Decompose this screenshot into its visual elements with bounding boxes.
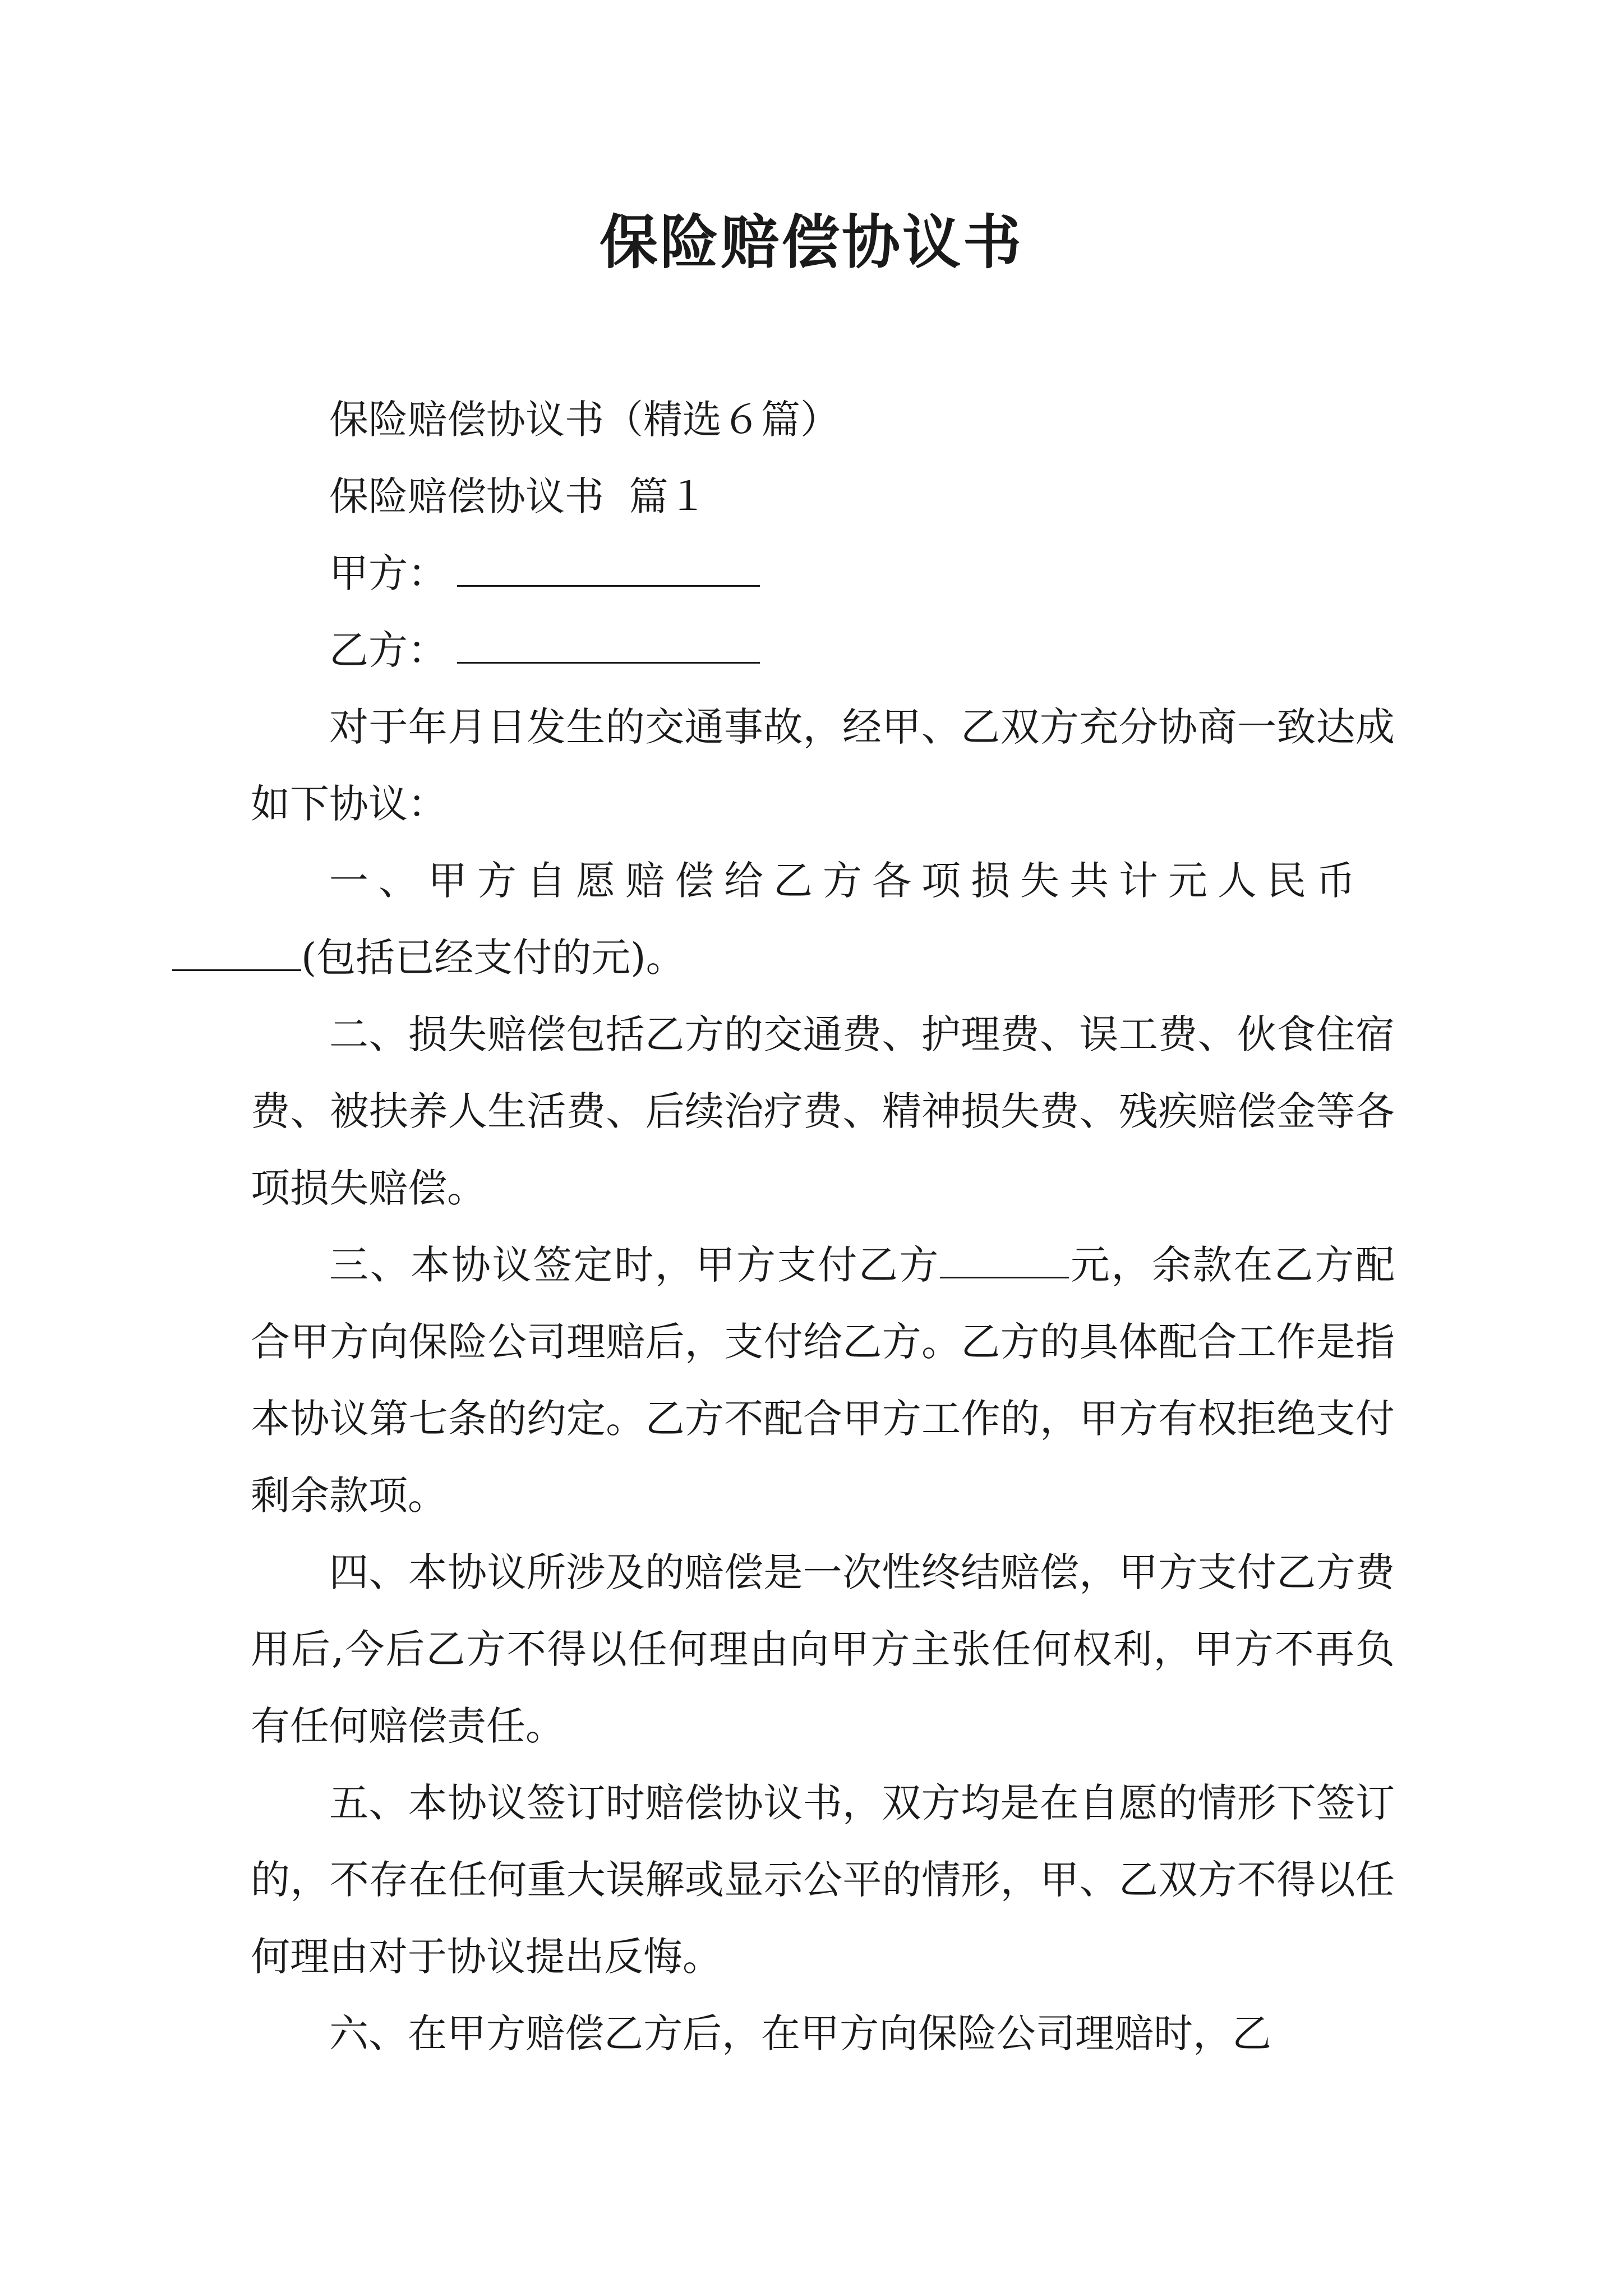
- clause-1-blank: [172, 938, 301, 971]
- clause-6: 六、在甲方赔偿乙方后，在甲方向保险公司理赔时，乙: [329, 2010, 1271, 2056]
- subtitle: 保险赔偿协议书（精选６篇）: [329, 397, 840, 443]
- party-b-blank: [457, 631, 760, 664]
- party-a-blank: [457, 554, 760, 587]
- clause-2: 二、损失赔偿包括乙方的交通费、护理费、误工费、伙食住宿费、被扶养人生活费、后续治疗费、精神损失费、残疾赔偿金等各项损失赔偿。: [251, 1011, 1395, 1211]
- document-body: [251, 381, 1395, 2072]
- clause-4: 四、本协议所涉及的赔偿是一次性终结赔偿，甲方支付乙方费用后,今后乙方不得以任何理由向甲方主张任何权利，甲方不再负有任何赔偿责任。: [251, 1549, 1395, 1749]
- party-b-label: 乙方：: [329, 627, 447, 673]
- intro-paragraph: 对于年月日发生的交通事故，经甲、乙双方充分协商一致达成如下协议：: [251, 704, 1395, 827]
- chapter-heading: 保险赔偿协议书 篇１: [329, 473, 708, 519]
- clause-1: [251, 843, 1395, 996]
- party-a-label: 甲方：: [329, 550, 447, 596]
- document-title: 保险赔偿协议书: [599, 208, 1023, 277]
- party-a-line: [251, 535, 1395, 612]
- clause-1-tail: (包括已经支付的元)。: [301, 935, 685, 981]
- clause-1-main: 一、甲方自愿赔偿给乙方各项损失共计元人民币: [329, 858, 1366, 904]
- party-b-line: [251, 612, 1395, 689]
- clause-3-head: 三、本协议签定时，甲方支付乙方: [329, 1242, 940, 1288]
- clause-1-second-line: [172, 935, 685, 981]
- clause-3: [251, 1227, 1395, 1534]
- clause-5: 五、本协议签订时赔偿协议书，双方均是在自愿的情形下签订的，不存在任何重大误解或显示公平的情形，甲、乙双方不得以任何理由对于协议提出反悔。: [251, 1780, 1395, 1980]
- clause-3-tail: 元，余款在乙方配合甲方向保险公司理赔后，支付给乙方。乙方的具体配合工作是指本协议第七条的约定。乙方不配合甲方工作的，甲方有权拒绝支付剩余款项。: [251, 1242, 1395, 1519]
- clause-3-blank: [940, 1245, 1069, 1278]
